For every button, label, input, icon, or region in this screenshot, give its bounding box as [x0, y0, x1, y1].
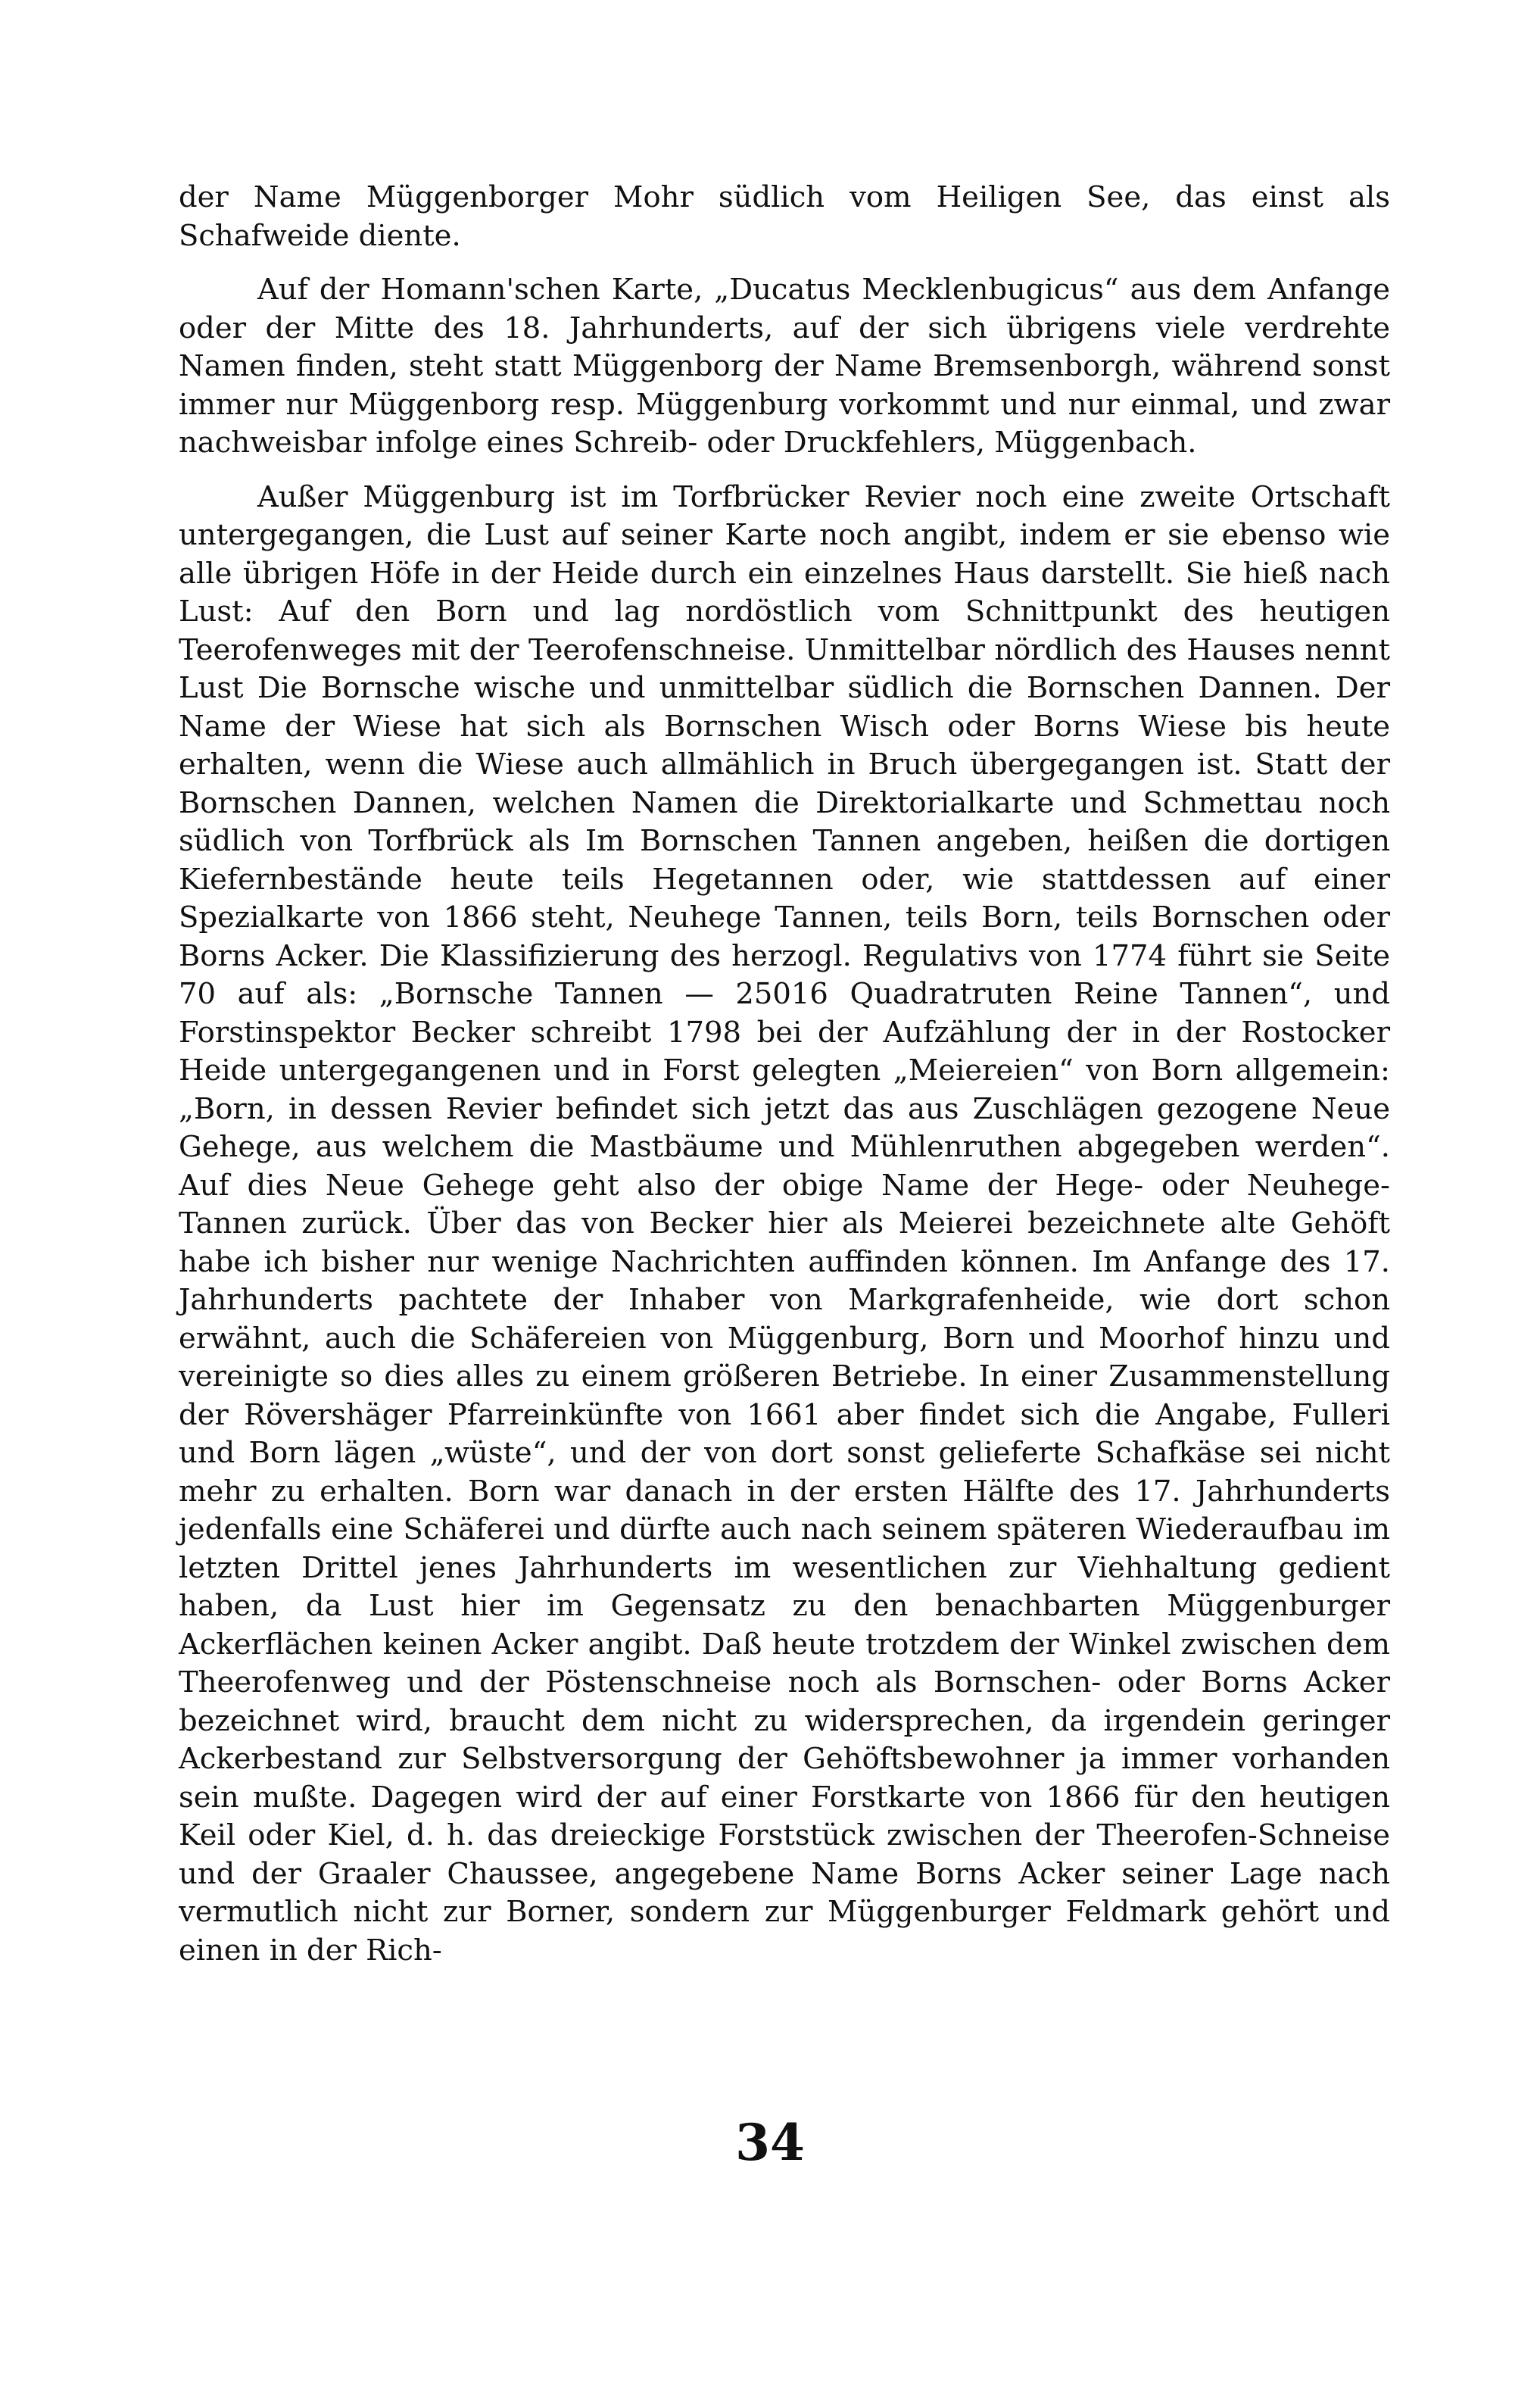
page-number: 34	[735, 2113, 805, 2172]
body-text	[179, 179, 1390, 1970]
paragraph-continuation: der Name Müggenborger Mohr südlich vom Heiligen See, das einst als Schafweide diente.	[179, 180, 1390, 253]
paragraph-homann-map: Auf der Homann'schen Karte, „Ducatus Mecklenbugicus“ aus dem Anfange oder der Mitte des 18. Jahrhunderts, auf der sich übrigens viele verdrehte Namen finden, steht statt Müggenborg der Name Bremsenborgh, während sonst immer nur Müggenborg resp. Müggenburg vorkommt und nur einmal, und zwar nachweisbar infolge eines Schreib- oder Druckfehlers, Müggenbach.	[179, 273, 1390, 460]
paragraph-born-settlement: Außer Müggenburg ist im Torfbrücker Revier noch eine zweite Ortschaft untergegangen, die Lust auf seiner Karte noch angibt, indem er sie ebenso wie alle übrigen Höfe in der Heide durch ein einzelnes Haus darstellt. Sie hieß nach Lust: Auf den Born und lag nordöstlich vom Schnittpunkt des heutigen Teerofenweges mit der Teerofenschneise. Unmittelbar nördlich des Hauses nennt Lust Die Bornsche wische und unmittelbar südlich die Bornschen Dannen. Der Name der Wiese hat sich als Bornschen Wisch oder Borns Wiese bis heute erhalten, wenn die Wiese auch allmählich in Bruch übergegangen ist. Statt der Bornschen Dannen, welchen Namen die Direktorialkarte und Schmettau noch südlich von Torfbrück als Im Bornschen Tannen angeben, heißen die dortigen Kiefernbestände heute teils Hegetannen oder, wie stattdessen auf einer Spezialkarte von 1866 steht, Neuhege Tannen, teils Born, teils Bornschen oder Borns Acker. Die Klassifizierung des herzogl. Regulativs von 1774 führt sie Seite 70 auf als: „Bornsche Tannen — 25016 Quadratruten Reine Tannen“, und Forstinspektor Becker schreibt 1798 bei der Aufzählung der in der Rostocker Heide untergegangenen und in Forst gelegten „Meiereien“ von Born allgemein: „Born, in dessen Revier befindet sich jetzt das aus Zuschlägen gezogene Neue Gehege, aus welchem die Mastbäume und Mühlenruthen abgegeben werden“. Auf dies Neue Gehege geht also der obige Name der Hege- oder Neuhege-Tannen zurück. Über das von Becker hier als Meierei bezeichnete alte Gehöft habe ich bisher nur wenige Nachrichten auffinden können. Im Anfange des 17. Jahrhunderts pachtete der Inhaber von Markgrafenheide, wie dort schon erwähnt, auch die Schäfereien von Müggenburg, Born und Moorhof hinzu und vereinigte so dies alles zu einem größeren Betriebe. In einer Zusammenstellung der Rövershäger Pfarreinkünfte von 1661 aber findet sich die Angabe, Fulleri und Born lägen „wüste“, und der von dort sonst gelieferte Schafkäse sei nicht mehr zu erhalten. Born war danach in der ersten Hälfte des 17. Jahrhunderts jedenfalls eine Schäferei und dürfte auch nach seinem späteren Wiederaufbau im letzten Drittel jenes Jahrhunderts im wesentlichen zur Viehhaltung gedient haben, da Lust hier im Gegensatz zu den benachbarten Müggenburger Ackerflächen keinen Acker angibt. Daß heute trotzdem der Winkel zwischen dem Theerofenweg und der Pöstenschneise noch als Bornschen- oder Borns Acker bezeichnet wird, braucht dem nicht zu widersprechen, da irgendein geringer Ackerbestand zur Selbstversorgung der Gehöftsbewohner ja immer vorhanden sein mußte. Dagegen wird der auf einer Forstkarte von 1866 für den heutigen Keil oder Kiel, d. h. das dreieckige Forststück zwischen der Theerofen-Schneise und der Graaler Chaussee, angegebene Name Borns Acker seiner Lage nach vermutlich nicht zur Borner, sondern zur Müggenburger Feldmark gehört und einen in der Rich-	[179, 479, 1390, 1968]
